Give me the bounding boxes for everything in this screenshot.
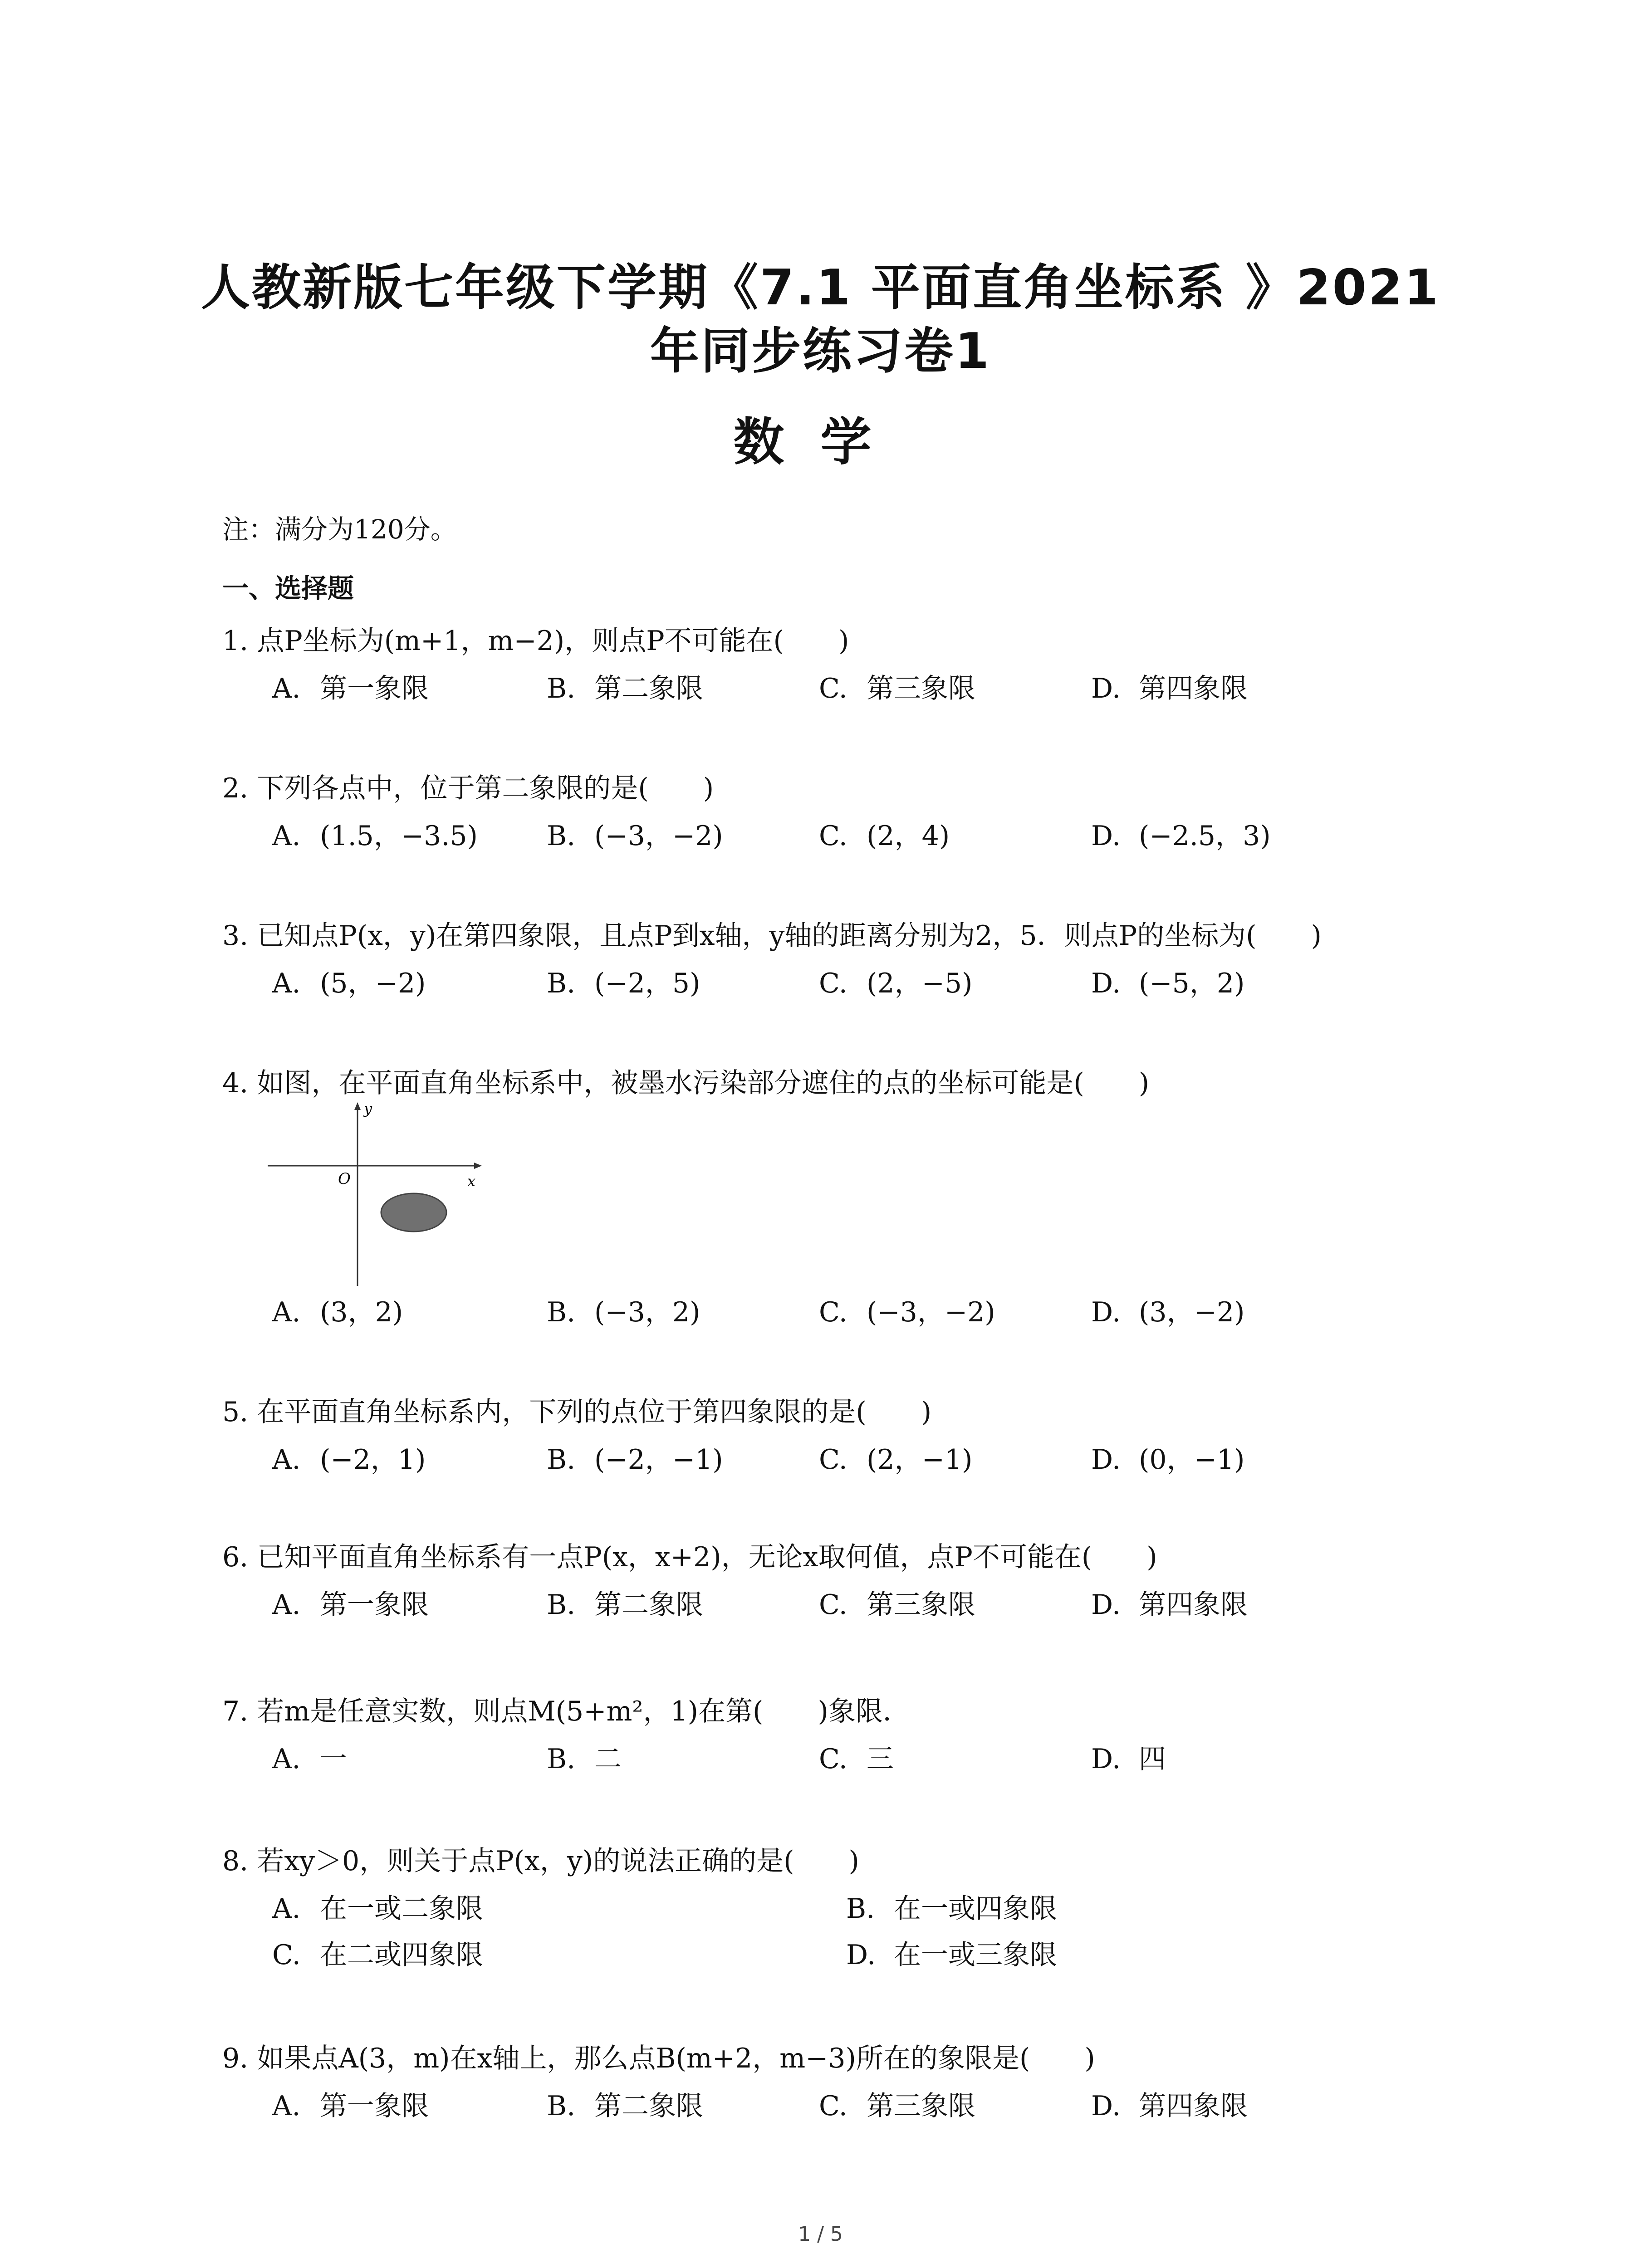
option-d[interactable]: D. (3，−2): [1091, 1296, 1245, 1328]
option-b[interactable]: B. 第二象限: [547, 673, 703, 704]
question-2-stem: 2. 下列各点中，位于第二象限的是( ): [222, 772, 714, 804]
option-b[interactable]: B. 第二象限: [547, 1589, 703, 1621]
option-d[interactable]: D. (−2.5，3): [1091, 820, 1271, 852]
option-d[interactable]: D. 第四象限: [1091, 673, 1248, 704]
title-line-2: 年同步练习卷1: [650, 323, 991, 380]
option-a[interactable]: A. 一: [272, 1743, 347, 1775]
question-7-stem: 7. 若m是任意实数，则点M(5+m²，1)在第( )象限．: [222, 1696, 910, 1727]
x-axis-label: x: [467, 1173, 476, 1190]
question-8-options-row-1: [0, 1887, 1641, 1928]
question-7-options: [0, 1737, 1641, 1778]
y-axis-label: y: [364, 1100, 372, 1117]
question-9-stem: 9. 如果点A(3，m)在x轴上，那么点B(m+2，m−3)所在的象限是( ): [222, 2043, 1095, 2074]
question-1-options: [0, 667, 1641, 708]
origin-label: O: [338, 1170, 351, 1188]
question-1-stem: 1. 点P坐标为(m+1，m−2)，则点P不可能在( ): [222, 625, 849, 657]
option-b[interactable]: B. 二: [547, 1743, 622, 1775]
option-a[interactable]: A. 在一或二象限: [272, 1893, 483, 1925]
subject-heading: 数学: [733, 413, 908, 472]
page-number: 1 / 5: [798, 2223, 843, 2246]
option-d[interactable]: D. (−5，2): [1091, 968, 1245, 999]
question-8-stem: 8. 若xy＞0，则关于点P(x，y)的说法正确的是( ): [222, 1845, 859, 1877]
question-6-stem: 6. 已知平面直角坐标系有一点P(x，x+2)，无论x取何值，点P不可能在( ): [222, 1541, 1157, 1573]
option-a[interactable]: A. (−2，1): [272, 1444, 426, 1476]
question-4-options: [0, 1290, 1641, 1331]
option-b[interactable]: B. (−3，2): [547, 1296, 700, 1328]
option-c[interactable]: C. (2，−5): [819, 968, 973, 999]
title-line-1: 人教新版七年级下学期《7.1 平面直角坐标系 》2021: [201, 259, 1440, 316]
ink-blot: [381, 1193, 446, 1232]
question-2-options: [0, 814, 1641, 855]
question-4-stem: 4. 如图，在平面直角坐标系中，被墨水污染部分遮住的点的坐标可能是( ): [222, 1067, 1150, 1099]
option-b[interactable]: B. 在一或四象限: [846, 1893, 1057, 1925]
question-9-options: [0, 2084, 1641, 2125]
option-a[interactable]: A. 第一象限: [272, 673, 429, 704]
option-d[interactable]: D. 四: [1091, 1743, 1166, 1775]
question-3-stem: 3. 已知点P(x，y)在第四象限，且点P到x轴，y轴的距离分别为2，5．则点P的坐标为( ): [222, 920, 1322, 952]
option-d[interactable]: D. 第四象限: [1091, 2090, 1248, 2122]
x-axis-arrow: [474, 1163, 482, 1169]
option-c[interactable]: C. 第三象限: [819, 2090, 975, 2122]
option-b[interactable]: B. (−2，5): [547, 968, 700, 999]
option-c[interactable]: C. 三: [819, 1743, 894, 1775]
score-note: 注：满分为120分。: [222, 514, 457, 545]
option-b[interactable]: B. (−3，−2): [547, 820, 723, 852]
question-6-options: [0, 1583, 1641, 1624]
section-title: 一、选择题: [222, 573, 354, 604]
question-3-options: [0, 962, 1641, 1002]
y-axis-arrow: [354, 1102, 361, 1110]
option-d[interactable]: D. (0，−1): [1091, 1444, 1245, 1476]
coordinate-figure: [268, 1100, 495, 1286]
option-c[interactable]: C. (2，−1): [819, 1444, 973, 1476]
option-a[interactable]: A. (5，−2): [272, 968, 426, 999]
option-a[interactable]: A. (3，2): [272, 1296, 403, 1328]
question-8-options-row-2: [0, 1933, 1641, 1974]
option-c[interactable]: C. 第三象限: [819, 1589, 975, 1621]
option-c[interactable]: C. (2，4): [819, 820, 950, 852]
option-c[interactable]: C. 在二或四象限: [272, 1939, 483, 1971]
option-c[interactable]: C. 第三象限: [819, 673, 975, 704]
question-5-stem: 5. 在平面直角坐标系内，下列的点位于第四象限的是( ): [222, 1396, 932, 1428]
question-5-options: [0, 1438, 1641, 1479]
option-d[interactable]: D. 第四象限: [1091, 1589, 1248, 1621]
option-a[interactable]: A. 第一象限: [272, 2090, 429, 2122]
option-c[interactable]: C. (−3，−2): [819, 1296, 995, 1328]
option-a[interactable]: A. (1.5，−3.5): [272, 820, 478, 852]
option-b[interactable]: B. (−2，−1): [547, 1444, 723, 1476]
option-b[interactable]: B. 第二象限: [547, 2090, 703, 2122]
option-d[interactable]: D. 在一或三象限: [846, 1939, 1057, 1971]
option-a[interactable]: A. 第一象限: [272, 1589, 429, 1621]
